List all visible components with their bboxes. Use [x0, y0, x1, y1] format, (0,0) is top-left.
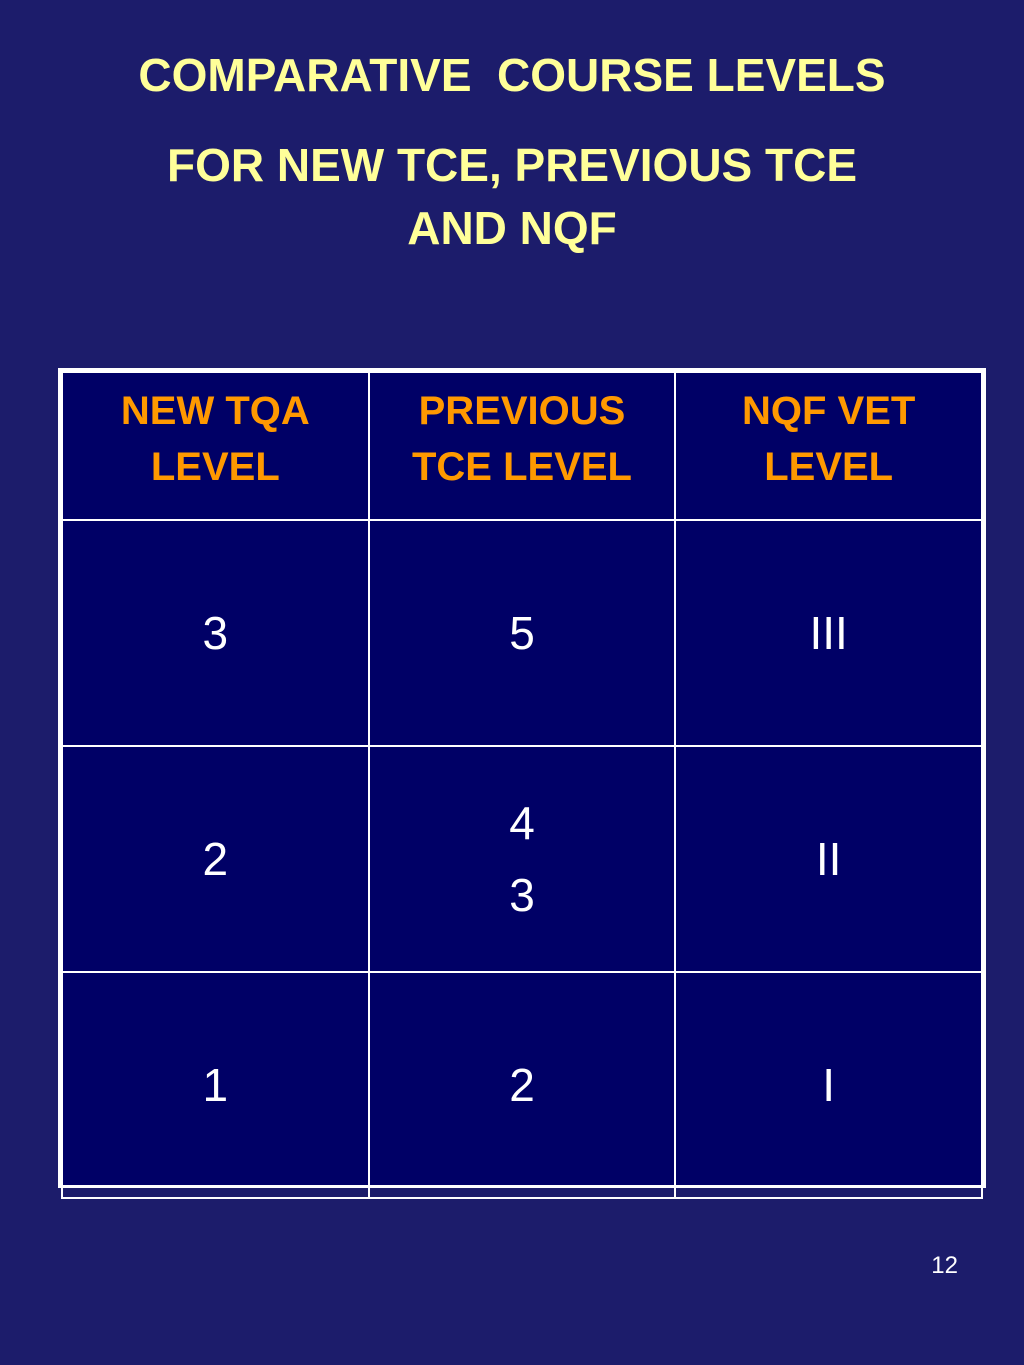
- cell-value: 2: [509, 1059, 535, 1111]
- table-cell: [62, 746, 369, 972]
- table-cell: [675, 746, 982, 972]
- course-levels-table: [58, 368, 986, 1188]
- cell-value: III: [809, 607, 848, 659]
- table-cell: [369, 972, 676, 1198]
- header-nqf-vet-level: [675, 372, 982, 520]
- header-line: LEVEL: [150, 445, 280, 489]
- title-line-1: COMPARATIVE COURSE LEVELS: [138, 49, 886, 101]
- comparison-table: [61, 371, 983, 1199]
- header-line: PREVIOUS: [418, 389, 626, 433]
- cell-value: II: [815, 833, 842, 885]
- header-line: LEVEL: [764, 445, 894, 489]
- cell-value: I: [822, 1059, 836, 1111]
- cell-value: 1: [202, 1059, 229, 1111]
- table-row: [62, 520, 982, 746]
- table-row: [62, 972, 982, 1198]
- title-line-3: AND NQF: [407, 202, 617, 254]
- cell-value: 5: [509, 607, 535, 659]
- table-cell: [675, 972, 982, 1198]
- table-cell: [675, 520, 982, 746]
- cell-value: 3: [509, 869, 535, 921]
- title-line-2: FOR NEW TCE, PREVIOUS TCE: [166, 139, 858, 191]
- table-cell: [369, 746, 676, 972]
- header-line: NEW TQA: [120, 389, 310, 433]
- page-number: 12: [931, 1252, 958, 1279]
- header-new-tqa-level: [62, 372, 369, 520]
- cell-value: 2: [202, 833, 229, 885]
- table-cell: [62, 520, 369, 746]
- cell-value: 3: [202, 607, 229, 659]
- header-previous-tce-level: [369, 372, 676, 520]
- table-cell: [62, 972, 369, 1198]
- header-line: TCE LEVEL: [411, 445, 632, 489]
- table-header-row: [62, 372, 982, 520]
- table-cell: [369, 520, 676, 746]
- cell-value: 4: [509, 797, 535, 849]
- header-line: NQF VET: [741, 389, 916, 433]
- table-row: [62, 746, 982, 972]
